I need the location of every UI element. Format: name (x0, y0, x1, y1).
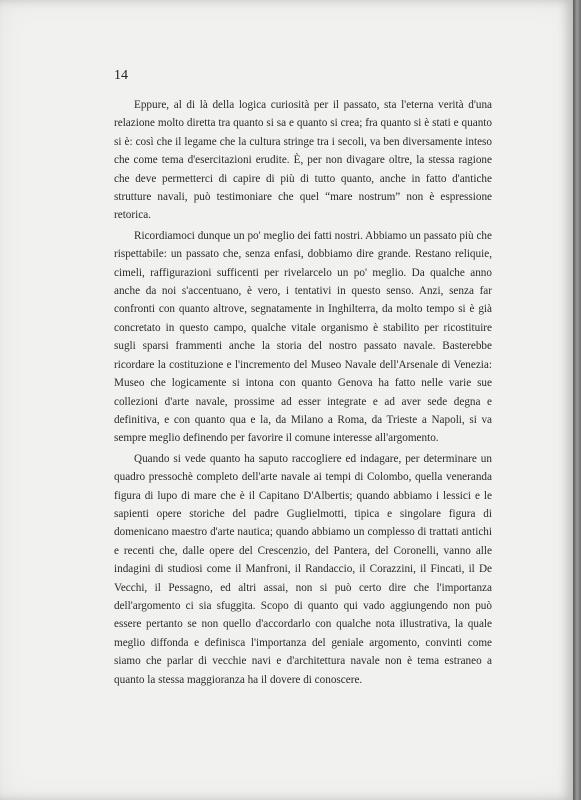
page-number: 14 (114, 68, 128, 83)
page-edge (573, 0, 581, 800)
paragraph-1: Eppure, al di là della logica curiosità per il passato, sta l'eterna verità d'una relazione molto diretta tra quanto si sa e quanto si crea; fra quanto si è stati e quanto si è: così che il legame che la cultura stringe tra i secoli, va ben diversamente inteso che come tema d'esercitazioni erudite. È, per non divagare oltre, la stessa ragione che deve permetterci di capire di più di tutto quanto, anche in fatto d'antiche strutture navali, può testimoniare che quel “mare nostrum” non è espressione retorica. (114, 99, 492, 222)
paragraph-3: Quando si vede quanto ha saputo raccogliere ed indagare, per determinare un quadro pressochè completo dell'arte navale ai tempi di Colombo, quella veneranda figura di lupo di mare che è il Capitano D'Albertis; quando abbiamo i lessici e le sapienti opere storiche del padre Guglielmotti, tipica e singolare figura di domenicano maestro d'arte nautica; quando abbiamo un complesso di trattati antichi e recenti che, dalle opere del Crescenzio, del Pantera, del Coronelli, vanno alle indagini di studiosi come il Manfroni, il Randaccio, il Corazzini, il Fincati, il De Vecchi, il Pessagno, ed altri assai, non si può certo dire che l'importanza dell'argomento ci sia sfuggita. Scopo di quanto qui vado aggiungendo non può essere pertanto se non quello d'accordarlo con qualche nota illustrativa, la quale meglio diffonda e definisca l'importanza del geniale argomento, convinti come siamo che parlar di vecchie navi e d'architettura navale non è tema estraneo a quanto la stessa maggioranza ha il dovere di conoscere. (114, 452, 492, 686)
body-text (114, 96, 492, 691)
paragraph-2: Ricordiamoci dunque un po' meglio dei fatti nostri. Abbiamo un passato più che rispettabile: un passato che, senza enfasi, dobbiamo dire grande. Restano reliquie, cimeli, raffigurazioni sufficenti per rivelarcelo un po' meglio. Da qualche anno anche da noi s'accentuano, è vero, i tentativi in questo senso. Anzi, senza far confronti con quanto altrove, segnatamente in Inghilterra, da molto tempo si è già concretato in questo campo, qualche vitale organismo è stabilito per ricostituire sugli sparsi frammenti anche la storia del nostro passato navale. Basterebbe ricordare la costituzione e l'incremento del Museo Navale dell'Arsenale di Venezia: Museo che logicamente si intona con quanto Genova ha fatto nelle varie sue collezioni d'arte navale, prossime ad esser integrate e ad aver sede degna e definitiva, e con quanto qua e la, da Milano a Roma, da Trieste a Napoli, si va sempre meglio definendo per favorire il comune interesse all'argomento. (114, 229, 492, 445)
